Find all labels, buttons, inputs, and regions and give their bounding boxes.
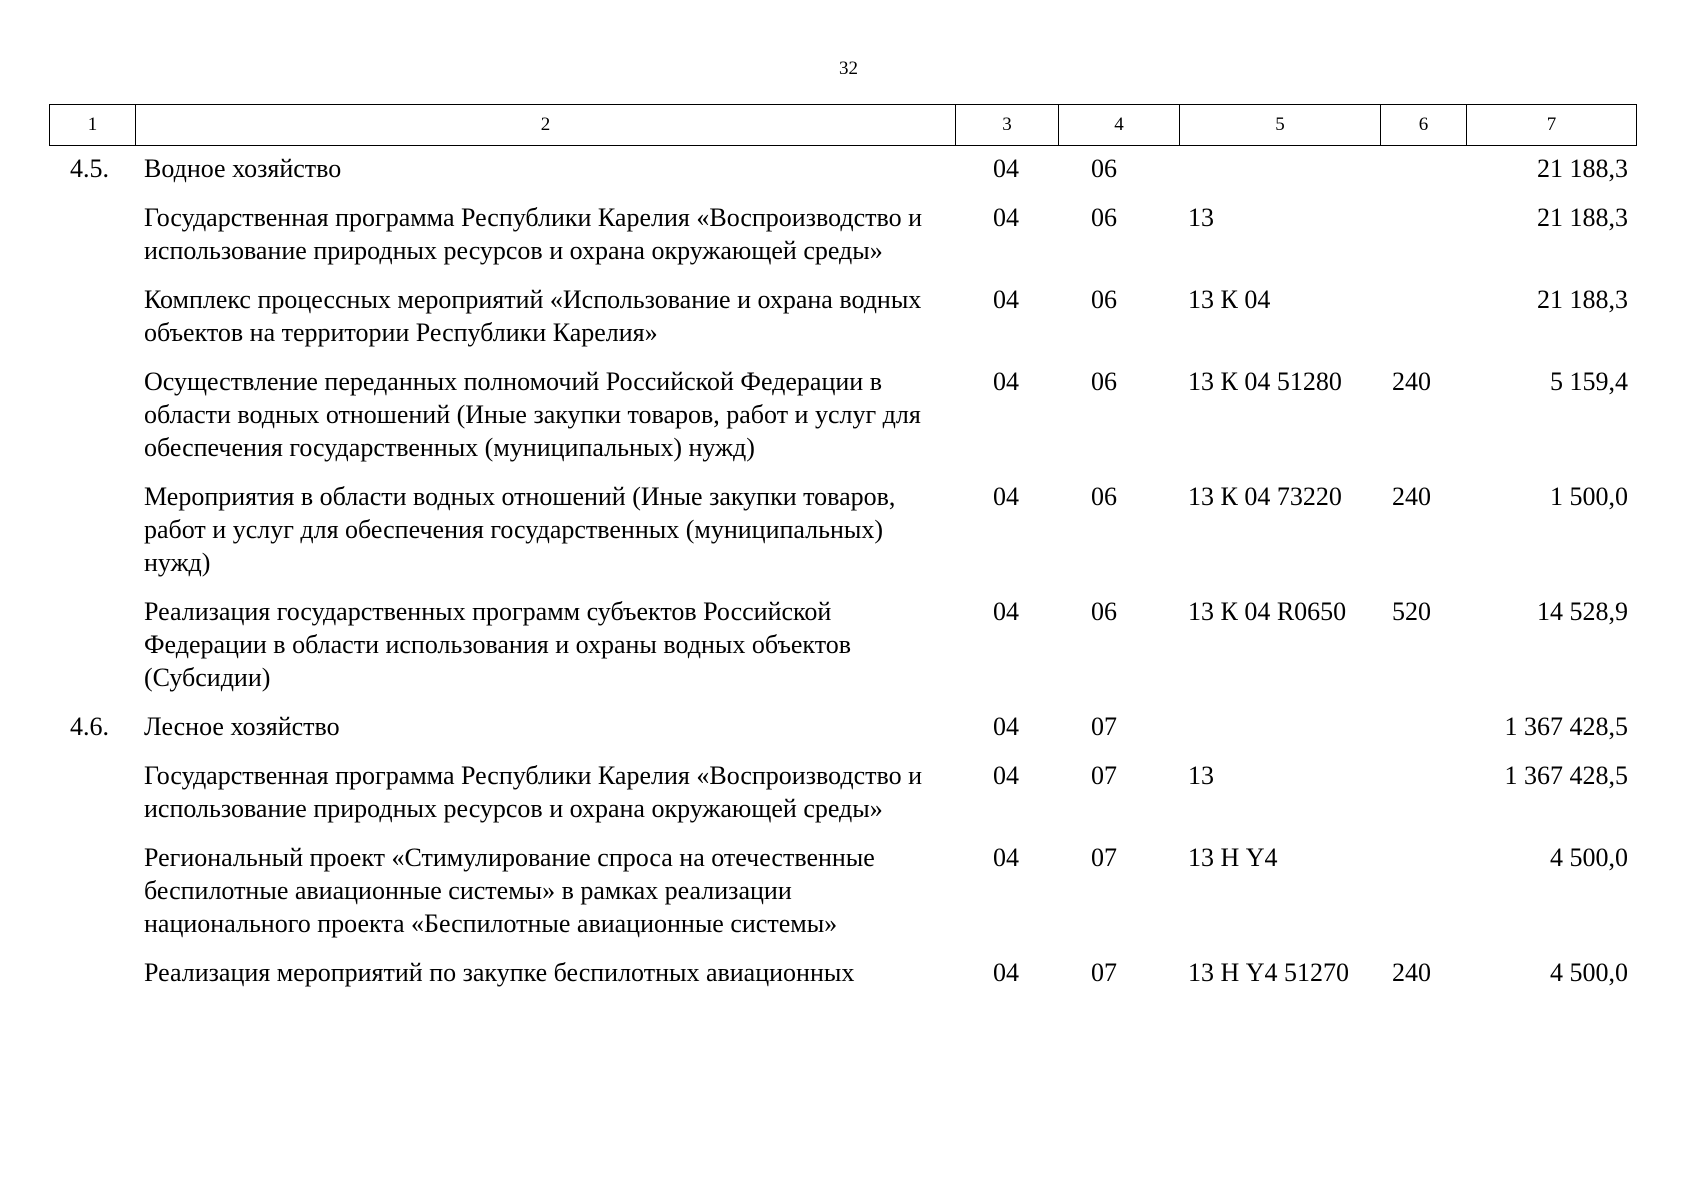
row-amount: 21 188,3 <box>1537 285 1628 314</box>
row-expense-type: 240 <box>1392 482 1431 511</box>
row-amount: 4 500,0 <box>1550 958 1628 987</box>
row-subsection: 06 <box>1091 203 1117 232</box>
row-section: 04 <box>993 203 1019 232</box>
table-row <box>49 480 1636 595</box>
row-subsection: 07 <box>1091 958 1117 987</box>
row-name: Реализация государственных программ субъектов Российской Федерации в области использования и охраны водных объектов (Субсидии) <box>144 597 852 692</box>
table-row <box>49 365 1636 480</box>
row-section: 04 <box>993 285 1019 314</box>
row-section: 04 <box>993 843 1019 872</box>
row-number <box>49 759 135 841</box>
row-amount: 1 500,0 <box>1550 482 1628 511</box>
table-row <box>49 283 1636 365</box>
table-row <box>49 201 1636 283</box>
row-name: Региональный проект «Стимулирование спроса на отечественные беспилотные авиационные системы» в рамках реализации национального проекта «Беспилотные авиационные системы» <box>144 843 875 938</box>
row-number <box>49 841 135 956</box>
row-section: 04 <box>993 712 1019 741</box>
row-expense-type: 240 <box>1392 958 1431 987</box>
row-amount: 5 159,4 <box>1550 367 1628 396</box>
row-target-article: 13 К 04 51280 <box>1188 367 1342 396</box>
row-number: 4.5. <box>70 154 109 183</box>
row-number <box>49 595 135 710</box>
table-row <box>49 595 1636 710</box>
table-row <box>49 759 1636 841</box>
table-row <box>49 841 1636 956</box>
header-cell-5: 5 <box>1180 105 1381 146</box>
row-subsection: 06 <box>1091 285 1117 314</box>
row-number <box>49 365 135 480</box>
row-amount: 14 528,9 <box>1537 597 1628 626</box>
row-amount: 21 188,3 <box>1537 203 1628 232</box>
row-section: 04 <box>993 154 1019 183</box>
row-number <box>49 283 135 365</box>
header-cell-2: 2 <box>136 105 956 146</box>
row-name: Осуществление переданных полномочий Российской Федерации в области водных отношений (Иные закупки товаров, работ и услуг для обеспечения государственных (муниципальных) нужд) <box>144 367 921 462</box>
page-number: 32 <box>839 58 858 79</box>
row-number <box>49 201 135 283</box>
row-expense-type <box>1380 759 1466 841</box>
row-subsection: 07 <box>1091 761 1117 790</box>
row-section: 04 <box>993 367 1019 396</box>
table-row <box>49 152 1636 201</box>
row-expense-type <box>1380 710 1466 759</box>
row-name: Лесное хозяйство <box>144 712 340 741</box>
header-cell-1: 1 <box>50 105 136 146</box>
row-target-article <box>1179 152 1380 201</box>
row-amount: 21 188,3 <box>1537 154 1628 183</box>
row-target-article: 13 <box>1188 203 1214 232</box>
budget-table <box>49 152 1636 1005</box>
row-expense-type: 240 <box>1392 367 1431 396</box>
table-header <box>49 104 1637 146</box>
row-expense-type <box>1380 152 1466 201</box>
row-expense-type <box>1380 283 1466 365</box>
row-number <box>49 480 135 595</box>
header-cell-6: 6 <box>1381 105 1467 146</box>
row-amount: 4 500,0 <box>1550 843 1628 872</box>
row-section: 04 <box>993 761 1019 790</box>
row-subsection: 07 <box>1091 843 1117 872</box>
header-cell-4: 4 <box>1059 105 1180 146</box>
row-target-article: 13 К 04 73220 <box>1188 482 1342 511</box>
row-expense-type <box>1380 201 1466 283</box>
row-subsection: 06 <box>1091 597 1117 626</box>
row-section: 04 <box>993 482 1019 511</box>
row-number <box>49 956 135 1005</box>
row-name: Мероприятия в области водных отношений (Иные закупки товаров, работ и услуг для обеспечения государственных (муниципальных) нужд) <box>144 482 896 577</box>
header-cell-7: 7 <box>1467 105 1637 146</box>
row-expense-type: 520 <box>1392 597 1431 626</box>
table-row <box>49 710 1636 759</box>
row-name: Водное хозяйство <box>144 154 342 183</box>
row-section: 04 <box>993 597 1019 626</box>
row-expense-type <box>1380 841 1466 956</box>
row-name: Реализация мероприятий по закупке беспилотных авиационных <box>144 958 855 987</box>
header-cell-3: 3 <box>956 105 1059 146</box>
row-target-article: 13 Н Y4 <box>1188 843 1278 872</box>
row-section: 04 <box>993 958 1019 987</box>
row-subsection: 07 <box>1091 712 1117 741</box>
row-subsection: 06 <box>1091 482 1117 511</box>
row-name: Комплекс процессных мероприятий «Использование и охрана водных объектов на территории Республики Карелия» <box>144 285 922 347</box>
table-row <box>49 956 1636 1005</box>
row-target-article <box>1179 710 1380 759</box>
row-target-article: 13 <box>1188 761 1214 790</box>
row-target-article: 13 К 04 <box>1188 285 1271 314</box>
row-target-article: 13 К 04 R0650 <box>1188 597 1347 626</box>
header-row <box>50 105 1637 146</box>
row-number: 4.6. <box>70 712 109 741</box>
row-amount: 1 367 428,5 <box>1504 712 1628 741</box>
row-subsection: 06 <box>1091 367 1117 396</box>
row-subsection: 06 <box>1091 154 1117 183</box>
row-target-article: 13 Н Y4 51270 <box>1188 958 1350 987</box>
row-name: Государственная программа Республики Карелия «Воспроизводство и использование природных ресурсов и охрана окружающей среды» <box>144 203 922 265</box>
row-name: Государственная программа Республики Карелия «Воспроизводство и использование природных ресурсов и охрана окружающей среды» <box>144 761 922 823</box>
row-amount: 1 367 428,5 <box>1504 761 1628 790</box>
